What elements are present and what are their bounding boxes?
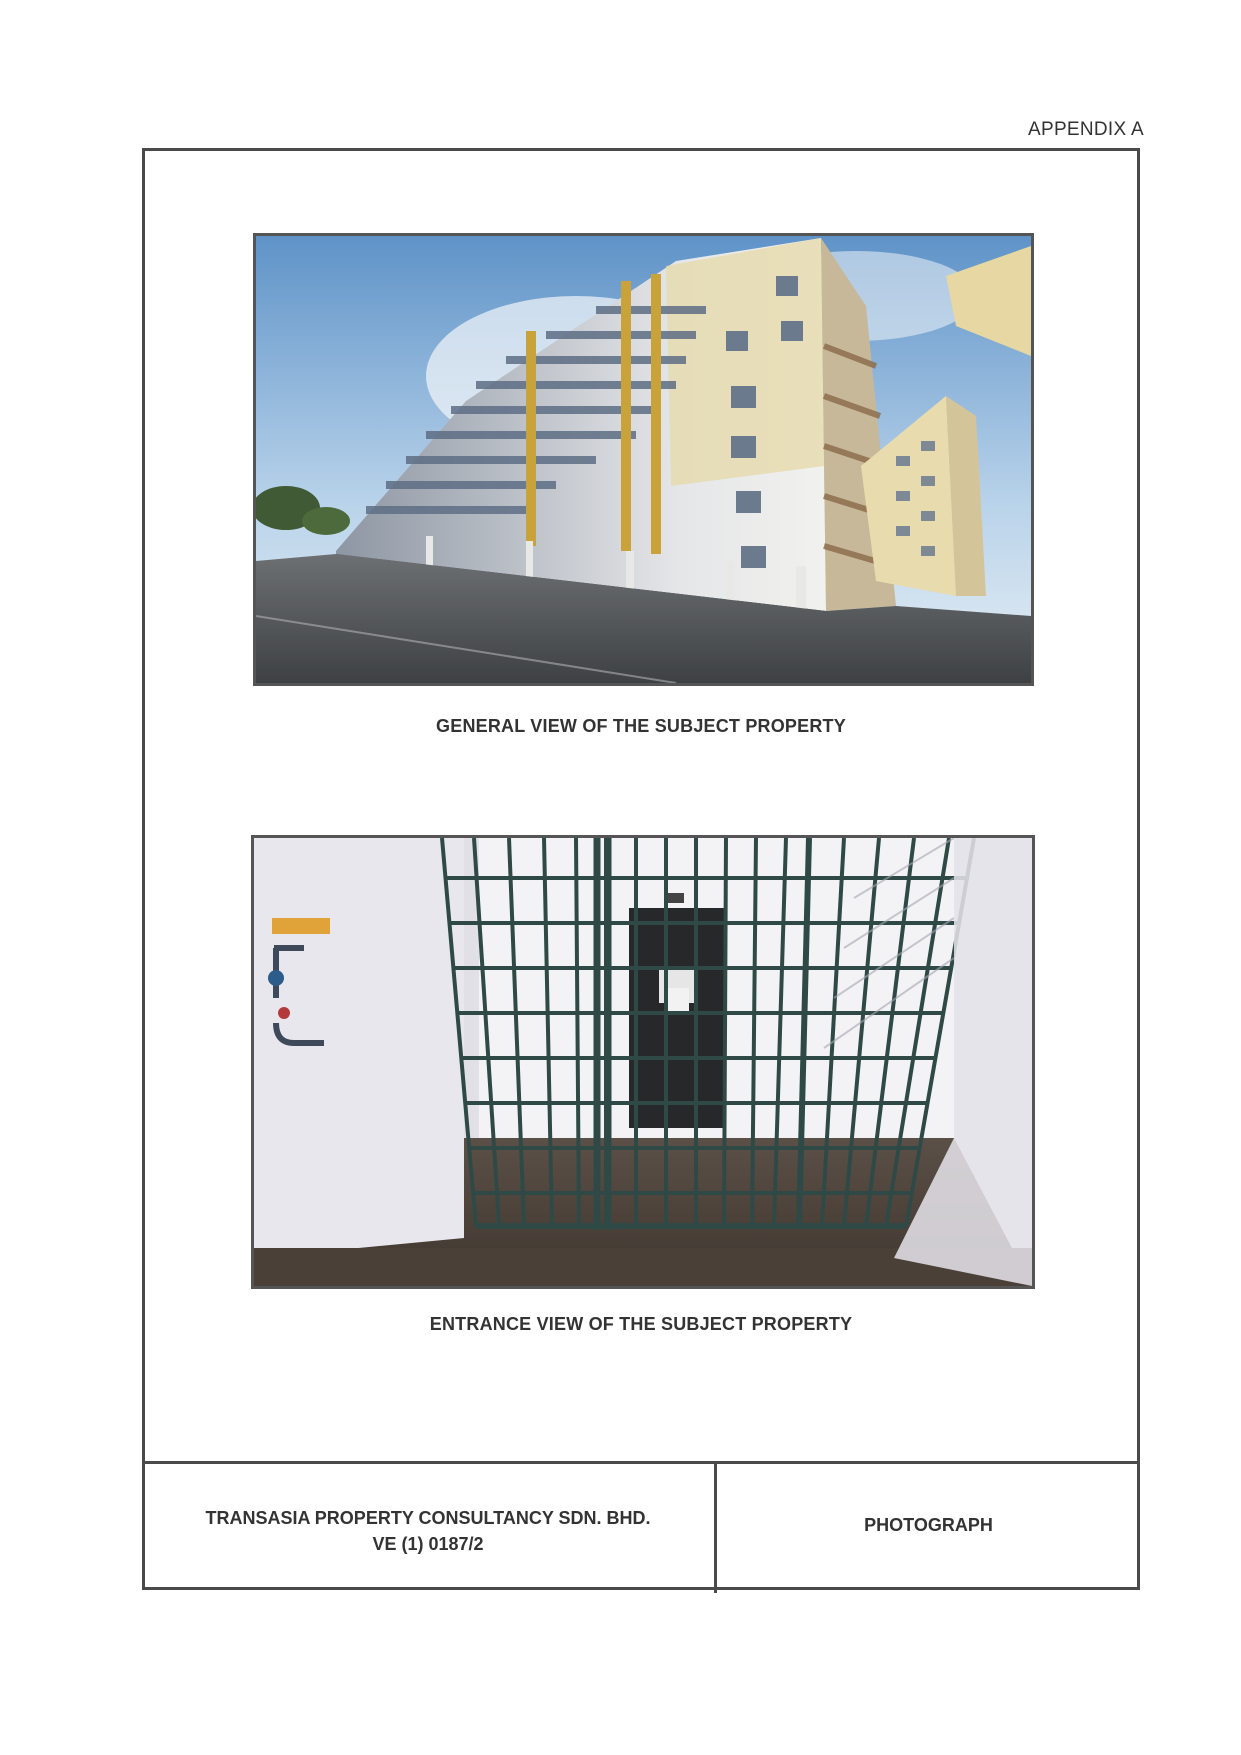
photo-caption-entrance-view: ENTRANCE VIEW OF THE SUBJECT PROPERTY — [429, 1314, 853, 1334]
photo-caption-general-view: GENERAL VIEW OF THE SUBJECT PROPERTY — [436, 716, 846, 736]
footer-section-cell — [717, 1464, 1140, 1593]
building-exterior-image — [256, 236, 1031, 683]
company-reference: VE (1) 0187/2 — [372, 1533, 484, 1554]
footer-company-cell — [142, 1464, 717, 1593]
footer-table — [142, 1461, 1140, 1593]
company-name: TRANSASIA PROPERTY CONSULTANCY SDN. BHD. — [205, 1507, 651, 1528]
photo-sheet-frame — [142, 148, 1140, 1590]
section-label: PHOTOGRAPH — [864, 1515, 993, 1535]
photo-entrance-gate — [251, 835, 1035, 1289]
entrance-gate-image — [254, 838, 1032, 1286]
photo-building-exterior — [253, 233, 1034, 686]
appendix-label: APPENDIX A — [1028, 119, 1144, 140]
